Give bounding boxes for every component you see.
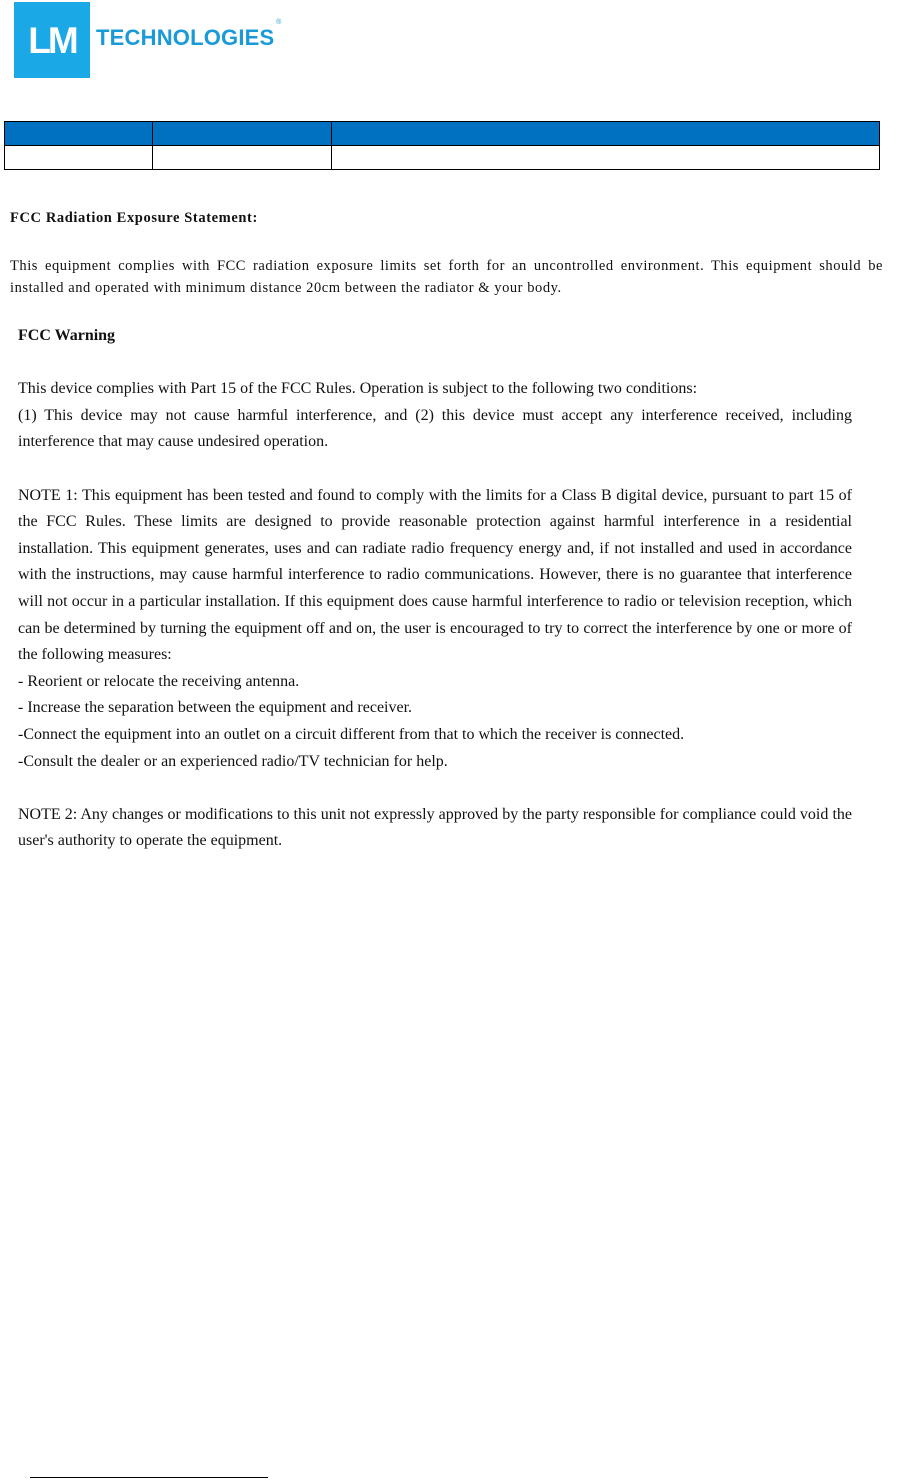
table-cell (332, 146, 880, 170)
table-header-row (5, 122, 880, 146)
list-item: - Increase the separation between the equipment and receiver. (18, 699, 413, 717)
list-item: -Consult the dealer or an experienced radio/TV technician for help. (18, 752, 448, 770)
note-2-text: NOTE 2: Any changes or modifications to this unit not expressly approved by the party responsible for compliance could void the user's authority to operate the equipment. (18, 805, 852, 850)
fcc-warning-section (18, 323, 852, 855)
table-row (5, 146, 880, 170)
table-header-cell (153, 122, 332, 146)
fcc-warning-intro: This device complies with Part 15 of the FCC Rules. Operation is subject to the following two conditions: (18, 380, 698, 398)
fcc-warning-title: FCC Warning (18, 327, 116, 344)
fcc-warning-conditions: (1) This device may not cause harmful interference, and (2) this device must accept any interference received, including interference that may cause undesired operation. (18, 406, 852, 451)
list-item: - Reorient or relocate the receiving antenna. (18, 672, 300, 690)
footnote-separator (30, 1477, 268, 1478)
logo-wordmark-text: TECHNOLOGIES (96, 25, 275, 50)
table-cell (153, 146, 332, 170)
table-header-cell (5, 122, 153, 146)
registered-mark: ® (276, 19, 282, 26)
logo-mark: LM (14, 2, 90, 78)
logo-wordmark (96, 19, 282, 51)
company-logo (14, 2, 282, 78)
list-item: -Connect the equipment into an outlet on a circuit different from that to which the receiver is connected. (18, 725, 685, 743)
table-header-cell (332, 122, 880, 146)
radiation-statement-title: FCC Radiation Exposure Statement: (10, 210, 258, 226)
table-cell (5, 146, 153, 170)
document-header-table (4, 121, 880, 170)
radiation-statement-text: This equipment complies with FCC radiation exposure limits set forth for an uncontrolled environment. This equipment should be installed and operated with minimum distance 20cm between the radiator & your body. (10, 258, 883, 296)
note-1-text: NOTE 1: This equipment has been tested and found to comply with the limits for a Class B digital device, pursuant to part 15 of the FCC Rules. These limits are designed to provide reasonable protection against harmful interference in a residential installation. This equipment generates, uses and can radiate radio frequency energy and, if not installed and used in accordance with the instructions, may cause harmful interference to radio communications. However, there is no guarantee that interference will not occur in a particular installation. If this equipment does cause harmful interference to radio or television reception, which can be determined by turning the equipment off and on, the user is encouraged to try to correct the interference by one or more of the following measures: (18, 486, 852, 664)
